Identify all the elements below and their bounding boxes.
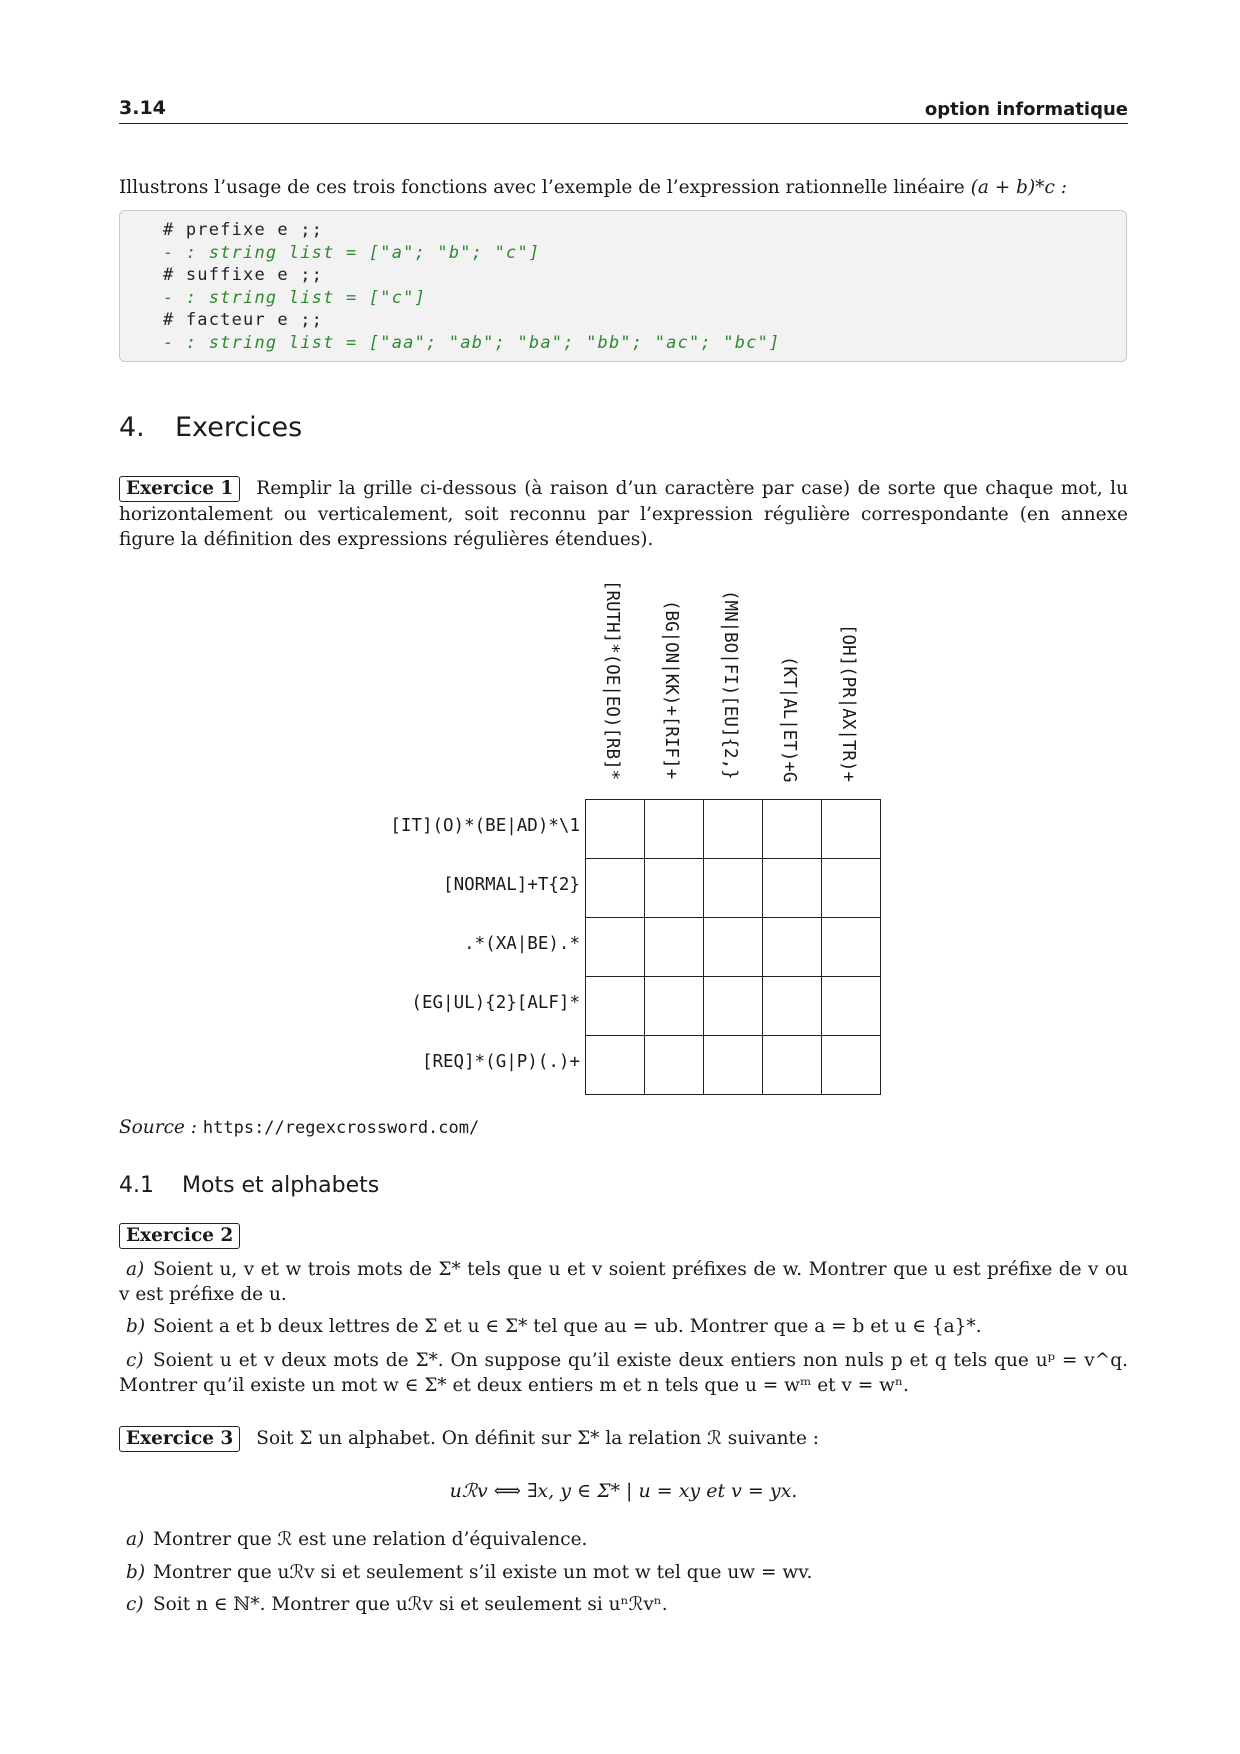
- grid-cell[interactable]: [763, 800, 822, 859]
- grid-cell[interactable]: [586, 918, 645, 977]
- column-label: (MN|BO|FI)[EU]{2,}: [720, 590, 740, 780]
- exercise-2-item-c: c) Soient u et v deux mots de Σ*. On suppose qu’il existe deux entiers non nuls p et q tels que uᵖ = v^q. Montrer qu’il existe un mot w ∈ Σ* et deux entiers m et n tels que u = wᵐ et v = wⁿ.: [119, 1350, 1128, 1396]
- row-label: [REQ]*(G|P)(.)+: [421, 1052, 580, 1072]
- column-label: [RUTH]*(OE|EO)[RB]*: [602, 580, 622, 781]
- header-rule: [119, 123, 1128, 124]
- column-label: [OH](PR|AX|TR)+: [838, 624, 858, 783]
- grid-row: [586, 918, 881, 977]
- grid-cell[interactable]: [645, 859, 704, 918]
- section-number: 3.14: [119, 97, 166, 119]
- grid-row: [586, 859, 881, 918]
- grid-cell[interactable]: [704, 1036, 763, 1095]
- code-line: - : string list = ["aa"; "ab"; "ba"; "bb"; "ac"; "bc"]: [163, 332, 781, 353]
- exercise-2-item-a: a) Soient u, v et w trois mots de Σ* tels que u et v soient préfixes de w. Montrer que u est préfixe de v ou v est préfixe de u.: [119, 1259, 1128, 1305]
- grid-cell[interactable]: [822, 859, 881, 918]
- exercise-1-label: Exercice 1: [119, 476, 240, 502]
- grid-cell[interactable]: [763, 1036, 822, 1095]
- exercise-3-item-b: b) Montrer que uℛv si et seulement s’il existe un mot w tel que uw = wv.: [126, 1562, 813, 1583]
- source-url[interactable]: https://regexcrossword.com/: [202, 1118, 480, 1138]
- code-line: # suffixe e ;;: [163, 265, 324, 285]
- row-label: (EG|UL){2}[ALF]*: [411, 993, 580, 1013]
- exercise-3-text: Soit Σ un alphabet. On définit sur Σ* la relation ℛ suivante :: [256, 1428, 820, 1449]
- subsection-heading: [119, 1173, 379, 1198]
- intro-text: Illustrons l’usage de ces trois fonctions avec l’exemple de l’expression rationnelle linéaire: [119, 177, 965, 198]
- grid-cell[interactable]: [822, 1036, 881, 1095]
- grid-cell[interactable]: [645, 1036, 704, 1095]
- grid-cell[interactable]: [586, 977, 645, 1036]
- grid-cell[interactable]: [822, 977, 881, 1036]
- exercise-2-header: [119, 1223, 1128, 1249]
- column-label: (KT|AL|ET)+G: [779, 656, 799, 783]
- row-label: [NORMAL]+T{2}: [443, 875, 580, 895]
- code-block: [119, 210, 1127, 362]
- section-heading-title: Exercices: [175, 412, 303, 443]
- grid-cell[interactable]: [704, 918, 763, 977]
- exercise-3-item-a: a) Montrer que ℛ est une relation d’équivalence.: [126, 1529, 588, 1550]
- grid-cell[interactable]: [645, 977, 704, 1036]
- grid-cell[interactable]: [763, 977, 822, 1036]
- exercise-1-text: Remplir la grille ci-dessous (à raison d’un caractère par case) de sorte que chaque mot, lu horizontalement ou verticalement, soit reconnu par l’expression régulière correspondante (en annexe figure la définition des expressions régulières étendues).: [119, 478, 1128, 550]
- code-line: - : string list = ["c"]: [163, 287, 427, 308]
- code-line: # prefixe e ;;: [163, 220, 324, 240]
- source-label: Source :: [119, 1117, 197, 1138]
- exercise-3: [119, 1426, 1128, 1452]
- running-title: option informatique: [924, 99, 1128, 120]
- exercise-2-label: Exercice 2: [119, 1223, 240, 1249]
- intro-expression: (a + b)*c :: [970, 177, 1067, 198]
- exercise-3-formula: uℛv ⟺ ∃x, y ∈ Σ* | u = xy et v = yx.: [449, 1480, 798, 1502]
- grid-cell[interactable]: [704, 859, 763, 918]
- grid-row: [586, 800, 881, 859]
- grid-cell[interactable]: [586, 1036, 645, 1095]
- column-label: (BG|ON|KK)+[RIF]+: [661, 600, 681, 780]
- grid-cell[interactable]: [763, 918, 822, 977]
- grid-cell[interactable]: [645, 918, 704, 977]
- grid-cell[interactable]: [645, 800, 704, 859]
- source-line: [119, 1115, 1128, 1141]
- grid-row: [586, 977, 881, 1036]
- grid-cell[interactable]: [822, 918, 881, 977]
- section-heading: [119, 412, 302, 443]
- subsection-title: Mots et alphabets: [182, 1173, 380, 1198]
- grid-row: [586, 1036, 881, 1095]
- row-label: .*(XA|BE).*: [464, 934, 580, 954]
- grid-cell[interactable]: [763, 859, 822, 918]
- exercise-1: [119, 476, 1128, 552]
- exercise-2-item-b: b) Soient a et b deux lettres de Σ et u ∈ Σ* tel que au = ub. Montrer que a = b et u ∈ {a}*.: [126, 1316, 982, 1337]
- grid-cell[interactable]: [586, 859, 645, 918]
- intro-paragraph: [119, 175, 1128, 200]
- code-line: - : string list = ["a"; "b"; "c"]: [163, 242, 541, 263]
- exercise-3-label: Exercice 3: [119, 1426, 240, 1452]
- subsection-number: 4.1: [119, 1173, 154, 1198]
- section-heading-number: 4.: [119, 412, 145, 443]
- grid-cell[interactable]: [704, 977, 763, 1036]
- row-label: [IT](O)*(BE|AD)*\1: [390, 816, 580, 836]
- grid-cell[interactable]: [822, 800, 881, 859]
- exercise-3-item-c: c) Soit n ∈ ℕ*. Montrer que uℛv si et seulement si uⁿℛvⁿ.: [126, 1594, 668, 1615]
- grid-cell[interactable]: [704, 800, 763, 859]
- crossword-grid: [585, 799, 881, 1095]
- code-line: # facteur e ;;: [163, 310, 324, 330]
- grid-cell[interactable]: [586, 800, 645, 859]
